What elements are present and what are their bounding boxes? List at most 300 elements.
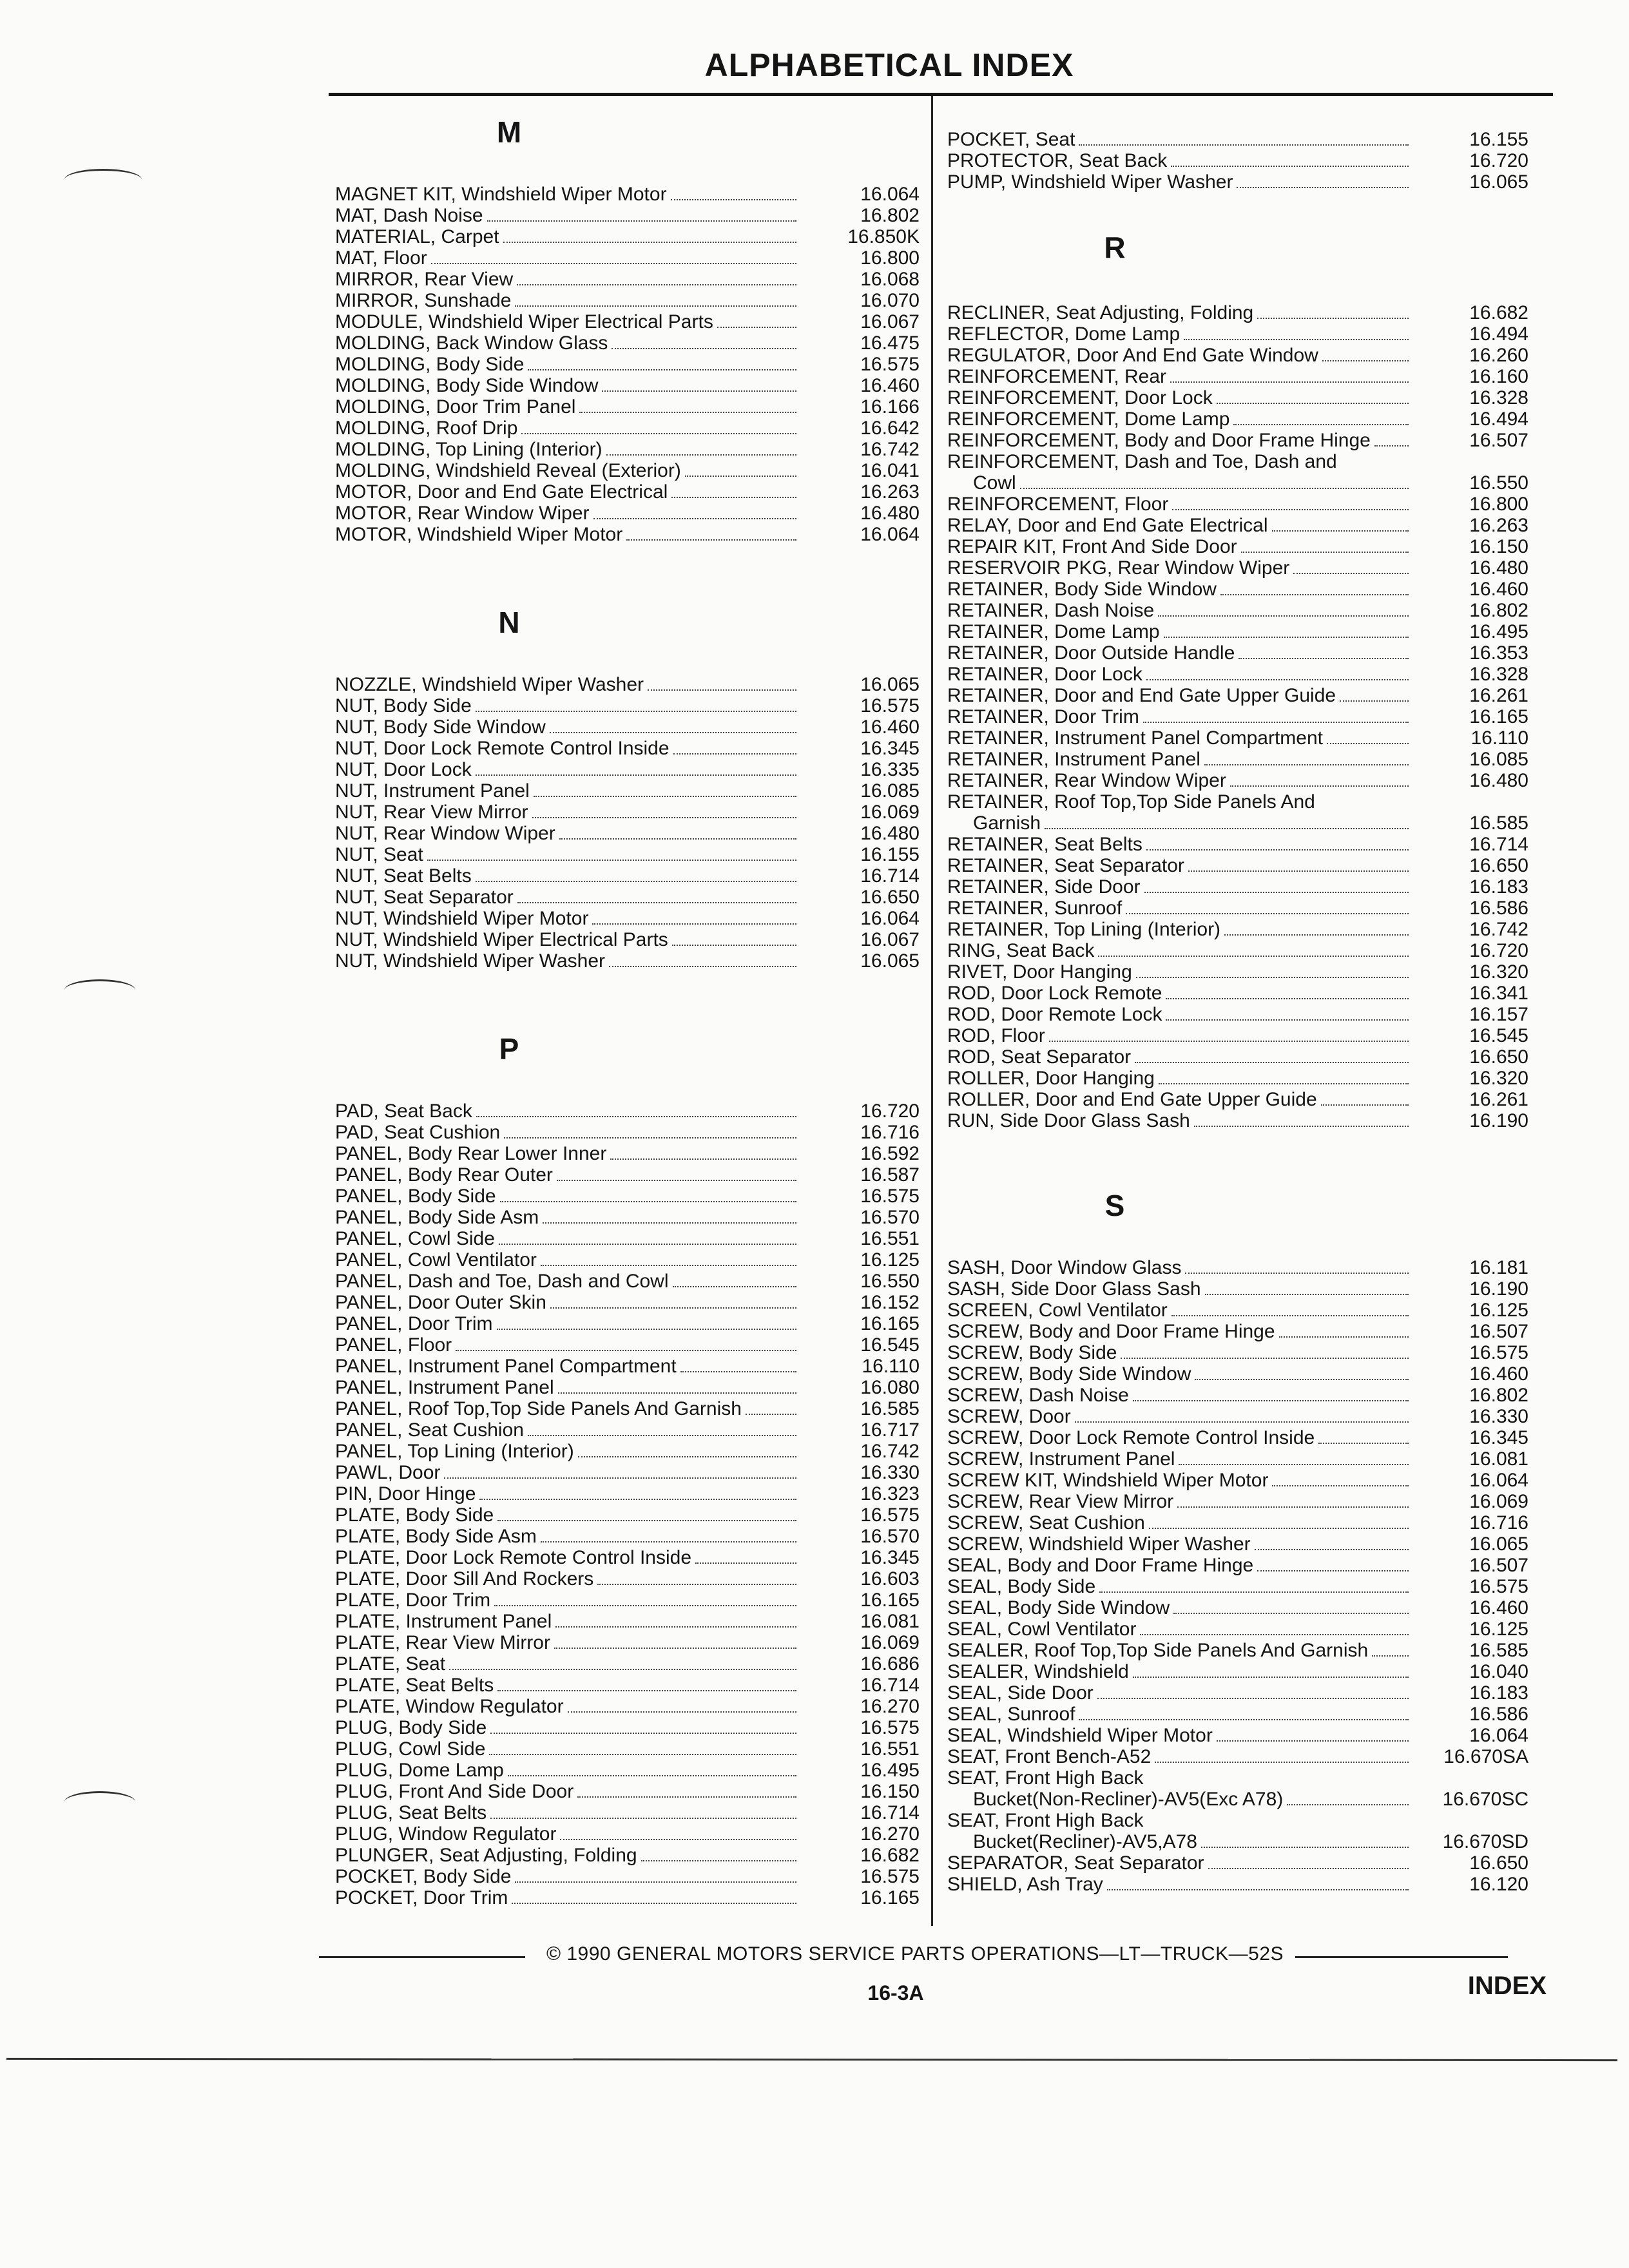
dot-leader [1293, 557, 1409, 574]
index-entry [335, 1717, 925, 1738]
dot-leader [1195, 1363, 1409, 1380]
dot-leader [1241, 536, 1409, 553]
dot-leader [1079, 129, 1409, 146]
index-entry [947, 727, 1534, 749]
entry-label: ROLLER, Door Hanging [947, 1068, 1155, 1089]
index-entry [335, 1845, 925, 1866]
entry-number: 16.341 [1469, 983, 1528, 1004]
entry-label: REINFORCEMENT, Body and Door Frame Hinge [947, 430, 1371, 451]
entry-label: PANEL, Body Side [335, 1186, 496, 1207]
entry-label: PLUG, Body Side [335, 1717, 487, 1738]
dot-leader [559, 823, 796, 840]
page-number: 16-3A [867, 1981, 924, 2004]
index-entry [335, 311, 925, 332]
entry-number: 16.716 [1469, 1512, 1528, 1533]
entry-number: 16.550 [860, 1271, 920, 1292]
index-entry [335, 1653, 925, 1675]
dot-leader [1224, 919, 1409, 936]
index-entry [335, 1207, 925, 1228]
dot-leader [1171, 150, 1409, 167]
index-entry [335, 205, 925, 226]
entry-number: 16.714 [1469, 834, 1528, 855]
entry-label: RECLINER, Seat Adjusting, Folding [947, 302, 1254, 323]
entry-number: 16.720 [1469, 940, 1528, 961]
entry-number: 16.642 [860, 418, 920, 439]
page-bottom-rule [6, 2058, 1617, 2061]
index-entry [947, 1257, 1534, 1278]
index-entry [335, 375, 925, 396]
entry-label: NUT, Windshield Wiper Electrical Parts [335, 929, 668, 950]
entry-number: 16.570 [860, 1526, 920, 1547]
entry-label: PANEL, Door Trim [335, 1313, 493, 1334]
index-entry [947, 1025, 1534, 1046]
section-letter: M [496, 115, 522, 149]
index-entry [947, 1363, 1534, 1385]
index-entry [335, 1547, 925, 1568]
entry-label: NUT, Seat Separator [335, 887, 514, 908]
index-entry [947, 749, 1534, 770]
dot-leader [490, 1802, 796, 1819]
entry-number: 16.575 [1469, 1576, 1528, 1597]
entry-label: PANEL, Top Lining (Interior) [335, 1441, 574, 1462]
entry-number: 16.067 [860, 311, 920, 332]
index-entry [335, 1568, 925, 1590]
dot-leader [1217, 387, 1409, 404]
index-entry [335, 332, 925, 354]
entry-label: RETAINER, Seat Belts [947, 834, 1142, 855]
entry-number: 16.064 [1469, 1725, 1528, 1746]
dot-leader [592, 908, 796, 925]
dot-leader [1126, 898, 1409, 914]
dot-leader [695, 1547, 796, 1564]
entry-label: PLUG, Window Regulator [335, 1823, 557, 1845]
entry-number: 16.152 [860, 1292, 920, 1313]
dot-leader [1279, 1321, 1409, 1338]
dot-leader [1205, 1278, 1409, 1295]
entry-label: RETAINER, Door Trim [947, 706, 1139, 727]
index-entry [947, 706, 1534, 727]
index-entry [947, 1004, 1534, 1025]
entry-number: 16.585 [1469, 812, 1528, 834]
index-entry [947, 1068, 1534, 1089]
dot-leader [560, 1823, 796, 1840]
dot-leader [499, 1228, 796, 1245]
entry-number: 16.064 [860, 908, 920, 929]
entry-number: 16.575 [860, 1186, 920, 1207]
entry-label: PLATE, Seat Belts [335, 1675, 494, 1696]
entry-number: 16.850K [847, 226, 920, 247]
dot-leader [500, 1186, 796, 1202]
index-entry [947, 940, 1534, 961]
index-entry [335, 695, 925, 716]
entry-label: PLUNGER, Seat Adjusting, Folding [335, 1845, 637, 1866]
index-entry [335, 1696, 925, 1717]
dot-leader [508, 1760, 796, 1776]
entry-number: 16.460 [1469, 1597, 1528, 1619]
index-entry [335, 1760, 925, 1781]
index-entry [947, 171, 1534, 193]
entry-label: MOLDING, Windshield Reveal (Exterior) [335, 460, 681, 481]
dot-leader [515, 1866, 796, 1883]
dot-leader [1372, 1640, 1409, 1657]
entry-label: NUT, Windshield Wiper Washer [335, 950, 605, 972]
index-entry [947, 1406, 1534, 1427]
entry-number: 16.125 [860, 1249, 920, 1271]
dot-leader [1143, 706, 1409, 723]
index-entry [947, 1874, 1534, 1895]
index-entry [947, 1555, 1534, 1576]
entry-label: PIN, Door Hinge [335, 1483, 476, 1504]
index-entry [947, 150, 1534, 171]
entry-label: RETAINER, Dome Lamp [947, 621, 1160, 642]
entry-label: PANEL, Instrument Panel Compartment [335, 1356, 677, 1377]
index-entry [335, 1526, 925, 1547]
dot-leader [497, 1504, 796, 1521]
entry-label: ROD, Door Lock Remote [947, 983, 1162, 1004]
entry-label: RUN, Side Door Glass Sash [947, 1110, 1190, 1131]
copyright-notice: © 1990 GENERAL MOTORS SERVICE PARTS OPERATIONS—LT—TRUCK—52S [546, 1943, 1284, 1965]
entry-number: 16.270 [860, 1696, 920, 1717]
entry-label: PANEL, Seat Cushion [335, 1419, 524, 1441]
dot-leader [1340, 685, 1409, 702]
entry-label: NUT, Rear Window Wiper [335, 823, 555, 844]
index-entry [335, 844, 925, 865]
index-entry [335, 1887, 925, 1908]
entry-number: 16.575 [860, 1504, 920, 1526]
entry-label: NUT, Windshield Wiper Motor [335, 908, 589, 929]
index-entry [947, 451, 1534, 472]
margin-mark [64, 1791, 135, 1812]
entry-number: 16.802 [860, 205, 920, 226]
index-entry [947, 834, 1534, 855]
dot-leader [1318, 1427, 1409, 1444]
entry-number: 16.328 [1469, 664, 1528, 685]
index-entry [335, 1271, 925, 1292]
entry-label: SCREW, Seat Cushion [947, 1512, 1145, 1533]
entry-label: REINFORCEMENT, Dome Lamp [947, 408, 1230, 430]
dot-leader [1184, 323, 1409, 340]
entry-label: PANEL, Body Rear Outer [335, 1164, 553, 1186]
entry-label: NUT, Door Lock [335, 759, 472, 780]
entry-number: 16.714 [860, 1675, 920, 1696]
dot-leader [1177, 1491, 1409, 1508]
entry-number: 16.670SD [1442, 1831, 1528, 1852]
entry-number: 16.586 [1469, 898, 1528, 919]
index-entry [947, 642, 1534, 664]
index-entry [335, 1483, 925, 1504]
index-entry [947, 1661, 1534, 1682]
dot-leader [1097, 1682, 1409, 1699]
index-entry [335, 802, 925, 823]
dot-leader [1164, 621, 1409, 638]
entry-number: 16.181 [1469, 1257, 1528, 1278]
entry-number: 16.110 [1470, 727, 1528, 749]
dot-leader [746, 1398, 796, 1415]
index-entry [947, 302, 1534, 323]
entry-number: 16.070 [860, 290, 920, 311]
entry-label: PANEL, Instrument Panel [335, 1377, 554, 1398]
index-entry [335, 1356, 925, 1377]
index-entry [335, 1419, 925, 1441]
index-entry [947, 1300, 1534, 1321]
entry-number: 16.064 [1469, 1470, 1528, 1491]
entry-number: 16.125 [1469, 1619, 1528, 1640]
index-entry [335, 524, 925, 545]
dot-leader [1230, 770, 1409, 787]
entry-number: 16.714 [860, 865, 920, 887]
dot-leader [1341, 451, 1409, 466]
entry-label: REFLECTOR, Dome Lamp [947, 323, 1181, 345]
dot-leader [1188, 855, 1409, 872]
index-entry [947, 515, 1534, 536]
entry-number: 16.330 [860, 1462, 920, 1483]
index-entry [335, 887, 925, 908]
entry-label: Cowl [973, 472, 1016, 494]
entry-number: 16.551 [860, 1228, 920, 1249]
index-entry [335, 1249, 925, 1271]
entry-label: RING, Seat Back [947, 940, 1095, 961]
index-entry [335, 1334, 925, 1356]
entry-label: MAT, Floor [335, 247, 427, 269]
entry-number: 16.545 [860, 1334, 920, 1356]
entry-label: MOLDING, Top Lining (Interior) [335, 439, 602, 460]
footer-rule [319, 1956, 525, 1958]
dot-leader [568, 1696, 796, 1713]
index-entry [947, 408, 1534, 430]
entry-label: SEAL, Cowl Ventilator [947, 1619, 1137, 1640]
entry-label: NUT, Rear View Mirror [335, 802, 528, 823]
entry-label: SEAL, Sunroof [947, 1704, 1075, 1725]
entry-label: MOLDING, Roof Drip [335, 418, 518, 439]
entry-number: 16.085 [860, 780, 920, 802]
footer-rule [1295, 1956, 1508, 1958]
dot-leader [532, 802, 797, 818]
right-column [947, 129, 1534, 1895]
entry-label: SCREW, Door Lock Remote Control Inside [947, 1427, 1315, 1448]
entry-number: 16.155 [1469, 129, 1528, 150]
entry-label: RETAINER, Roof Top,Top Side Panels And [947, 791, 1315, 812]
index-entry [947, 664, 1534, 685]
entry-number: 16.261 [1469, 685, 1528, 706]
dot-leader [543, 1207, 796, 1224]
dot-leader [1098, 940, 1409, 957]
index-entry [335, 503, 925, 524]
entry-label: SCREW, Windshield Wiper Washer [947, 1533, 1251, 1555]
dot-leader [1287, 1789, 1409, 1805]
dot-leader [494, 1590, 796, 1606]
dot-leader [1149, 1512, 1409, 1529]
margin-mark [64, 169, 142, 190]
index-entry [947, 430, 1534, 451]
dot-leader [557, 1164, 796, 1181]
dot-leader [541, 1526, 796, 1542]
entry-label: SEALER, Roof Top,Top Side Panels And Garnish [947, 1640, 1369, 1661]
index-entry [947, 1831, 1534, 1852]
entry-number: 16.166 [860, 396, 920, 418]
dot-leader [673, 738, 796, 754]
entry-label: SEAL, Body and Door Frame Hinge [947, 1555, 1254, 1576]
dot-leader [685, 460, 796, 477]
dot-leader [490, 1717, 796, 1734]
entry-label: RETAINER, Sunroof [947, 898, 1123, 919]
entry-number: 16.716 [860, 1122, 920, 1143]
dot-leader [1075, 1406, 1409, 1423]
entry-label: PANEL, Body Rear Lower Inner [335, 1143, 607, 1164]
dot-leader [1179, 1448, 1409, 1465]
index-entry [335, 950, 925, 972]
dot-leader [1374, 430, 1409, 447]
entry-label: ROLLER, Door and End Gate Upper Guide [947, 1089, 1317, 1110]
entry-number: 16.495 [860, 1760, 920, 1781]
index-entry [947, 129, 1534, 150]
entry-number: 16.081 [860, 1611, 920, 1632]
index-entry [947, 812, 1534, 834]
dot-leader [534, 780, 796, 797]
index-entry [335, 738, 925, 759]
entry-label: NOZZLE, Windshield Wiper Washer [335, 674, 644, 695]
index-entry [947, 323, 1534, 345]
entry-number: 16.345 [860, 738, 920, 759]
entry-number: 16.345 [860, 1547, 920, 1568]
dot-leader [521, 418, 796, 434]
section-letter: R [1104, 231, 1126, 264]
dot-leader [497, 1313, 797, 1330]
entry-number: 16.064 [860, 184, 920, 205]
entry-label: PLATE, Door Lock Remote Control Inside [335, 1547, 692, 1568]
dot-leader [597, 1568, 796, 1585]
entry-label: ROD, Floor [947, 1025, 1045, 1046]
entry-label: SCREW KIT, Windshield Wiper Motor [947, 1470, 1269, 1491]
dot-leader [1233, 408, 1409, 425]
entry-label: MOTOR, Rear Window Wiper [335, 503, 590, 524]
index-entry [335, 823, 925, 844]
section-letter: N [498, 606, 520, 639]
entry-number: 16.575 [1469, 1342, 1528, 1363]
index-entry [335, 1398, 925, 1419]
entry-number: 16.165 [860, 1590, 920, 1611]
entry-number: 16.670SA [1443, 1746, 1528, 1767]
index-entry [335, 865, 925, 887]
index-entry [947, 1597, 1534, 1619]
index-entry [335, 1186, 925, 1207]
dot-leader [1144, 876, 1409, 893]
entry-label: SCREW, Instrument Panel [947, 1448, 1175, 1470]
entry-label: NUT, Body Side Window [335, 716, 546, 738]
index-entry [335, 1462, 925, 1483]
index-entry [947, 1640, 1534, 1661]
dot-leader [550, 1292, 796, 1309]
entry-number: 16.742 [1469, 919, 1528, 940]
entry-label: NUT, Seat Belts [335, 865, 472, 887]
entry-number: 16.742 [860, 1441, 920, 1462]
dot-leader [1170, 366, 1409, 383]
dot-leader [578, 1441, 796, 1457]
dot-leader [593, 503, 796, 519]
dot-leader [1171, 1300, 1409, 1316]
entry-label: PAD, Seat Back [335, 1100, 472, 1122]
dot-leader [449, 1653, 796, 1670]
entry-number: 16.157 [1469, 1004, 1528, 1025]
index-entry [947, 1852, 1534, 1874]
entry-label: SCREEN, Cowl Ventilator [947, 1300, 1168, 1321]
dot-leader [550, 716, 796, 733]
entry-label: PANEL, Cowl Ventilator [335, 1249, 537, 1271]
dot-leader [671, 184, 796, 200]
index-entry [335, 481, 925, 503]
entry-label: RETAINER, Door and End Gate Upper Guide [947, 685, 1336, 706]
entry-label: ROD, Seat Separator [947, 1046, 1132, 1068]
entry-label: REPAIR KIT, Front And Side Door [947, 536, 1237, 557]
entry-label: REINFORCEMENT, Floor [947, 494, 1169, 515]
entry-label: SCREW, Body Side Window [947, 1363, 1191, 1385]
entry-number: 16.160 [1469, 366, 1528, 387]
entry-number: 16.270 [860, 1823, 920, 1845]
dot-leader [1166, 983, 1409, 999]
index-entry [947, 1491, 1534, 1512]
entry-label: RETAINER, Door Lock [947, 664, 1142, 685]
index-entry [947, 1704, 1534, 1725]
entry-number: 16.586 [1469, 1704, 1528, 1725]
entry-number: 16.480 [1469, 770, 1528, 791]
entry-label: PLUG, Front And Side Door [335, 1781, 574, 1802]
index-entry [335, 354, 925, 375]
entry-label: PLATE, Body Side Asm [335, 1526, 537, 1547]
entry-number: 16.575 [860, 354, 920, 375]
entry-number: 16.460 [860, 716, 920, 738]
entry-number: 16.263 [860, 481, 920, 503]
entry-number: 16.603 [860, 1568, 920, 1590]
dot-leader [1208, 1852, 1409, 1869]
index-entry [335, 460, 925, 481]
index-entry [335, 1228, 925, 1249]
entry-number: 16.263 [1469, 515, 1528, 536]
index-entry [947, 1810, 1534, 1831]
dot-leader [1045, 812, 1409, 829]
entry-number: 16.183 [1469, 1682, 1528, 1704]
entry-label: NUT, Door Lock Remote Control Inside [335, 738, 670, 759]
dot-leader [427, 844, 796, 861]
entry-number: 16.080 [860, 1377, 920, 1398]
index-entry [947, 919, 1534, 940]
entry-label: SEAL, Body Side Window [947, 1597, 1170, 1619]
dot-leader [444, 1462, 796, 1479]
entry-label: PLATE, Instrument Panel [335, 1611, 552, 1632]
index-entry [335, 1504, 925, 1526]
entry-number: 16.585 [1469, 1640, 1528, 1661]
entry-label: SEAT, Front High Back [947, 1767, 1144, 1789]
entry-label: MAGNET KIT, Windshield Wiper Motor [335, 184, 667, 205]
entry-label: RETAINER, Seat Separator [947, 855, 1184, 876]
index-entry [947, 855, 1534, 876]
dot-leader [528, 354, 796, 370]
entry-number: 16.585 [860, 1398, 920, 1419]
entry-number: 16.323 [860, 1483, 920, 1504]
entry-label: RETAINER, Dash Noise [947, 600, 1155, 621]
dot-leader [1136, 961, 1409, 978]
dot-leader [431, 247, 796, 264]
entry-number: 16.041 [860, 460, 920, 481]
index-entry [947, 472, 1534, 494]
entry-label: PROTECTOR, Seat Back [947, 150, 1168, 171]
entry-number: 16.320 [1469, 961, 1528, 983]
entry-number: 16.069 [1469, 1491, 1528, 1512]
entry-label: MIRROR, Rear View [335, 269, 514, 290]
index-entry [335, 780, 925, 802]
entry-number: 16.575 [860, 695, 920, 716]
entry-number: 16.165 [860, 1887, 920, 1908]
dot-leader [479, 1483, 796, 1500]
dot-leader [609, 950, 796, 967]
